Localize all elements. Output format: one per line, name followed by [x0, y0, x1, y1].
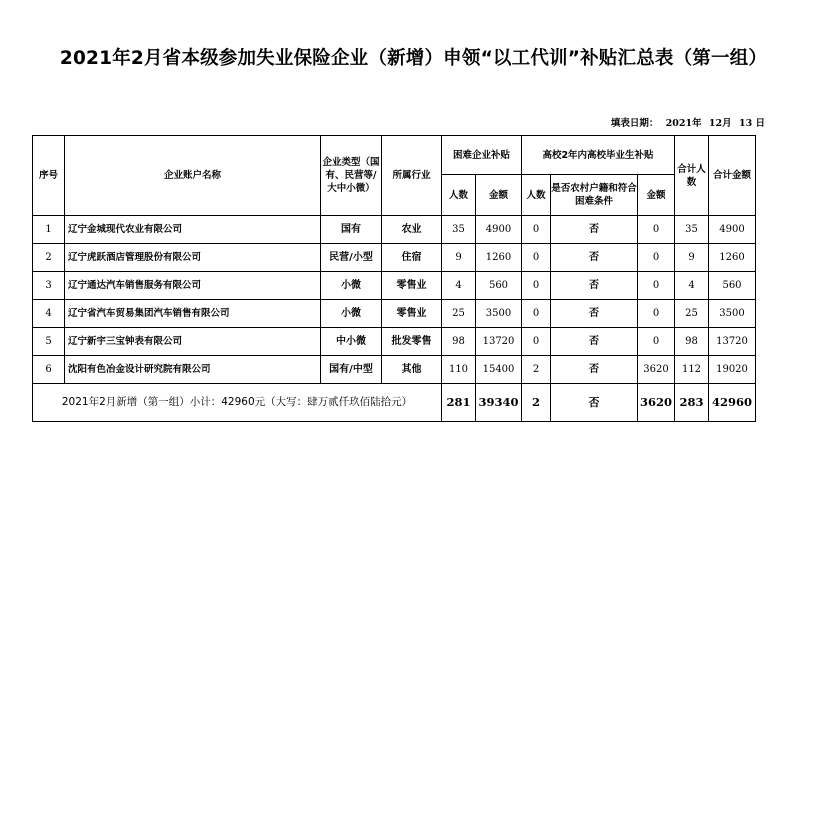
cell-d-persons: 35	[442, 216, 476, 244]
cell-industry: 其他	[382, 356, 442, 384]
total-rural: 否	[551, 384, 638, 422]
cell-g-amount: 0	[638, 328, 675, 356]
cell-name: 沈阳有色冶金设计研究院有限公司	[65, 356, 321, 384]
table-row	[33, 300, 756, 328]
table-row	[33, 244, 756, 272]
cell-g-persons: 0	[522, 328, 551, 356]
cell-g-amount: 0	[638, 244, 675, 272]
cell-g-persons: 0	[522, 244, 551, 272]
table-row	[33, 272, 756, 300]
cell-name: 辽宁虎跃酒店管理股份有限公司	[65, 244, 321, 272]
total-g-amount: 3620	[638, 384, 675, 422]
header-account-name: 企业账户名称	[65, 136, 321, 216]
cell-rural: 否	[551, 216, 638, 244]
header-total-persons: 合计人数	[675, 136, 709, 216]
cell-d-persons: 25	[442, 300, 476, 328]
cell-seq: 6	[33, 356, 65, 384]
cell-type: 国有/中型	[321, 356, 382, 384]
table-row	[33, 356, 756, 384]
cell-t-persons: 25	[675, 300, 709, 328]
header-graduate-subsidy: 高校2年内高校毕业生补贴	[522, 136, 675, 175]
cell-seq: 3	[33, 272, 65, 300]
header-g-amount: 金额	[638, 175, 675, 216]
cell-t-persons: 9	[675, 244, 709, 272]
cell-t-amount: 1260	[709, 244, 756, 272]
cell-type: 小微	[321, 272, 382, 300]
cell-g-persons: 0	[522, 272, 551, 300]
cell-d-amount: 4900	[476, 216, 522, 244]
total-g-persons: 2	[522, 384, 551, 422]
cell-seq: 5	[33, 328, 65, 356]
total-summary-label: 2021年2月新增（第一组）小计：42960元（大写：肆万贰仟玖佰陆拾元）	[33, 384, 442, 422]
header-industry: 所属行业	[382, 136, 442, 216]
cell-d-persons: 4	[442, 272, 476, 300]
total-t-persons: 283	[675, 384, 709, 422]
cell-rural: 否	[551, 356, 638, 384]
table-row	[33, 328, 756, 356]
cell-rural: 否	[551, 328, 638, 356]
cell-type: 小微	[321, 300, 382, 328]
cell-name: 辽宁省汽车贸易集团汽车销售有限公司	[65, 300, 321, 328]
header-seq: 序号	[33, 136, 65, 216]
cell-t-persons: 112	[675, 356, 709, 384]
fill-date-month: 12月	[708, 118, 732, 129]
cell-type: 国有	[321, 216, 382, 244]
cell-g-persons: 0	[522, 300, 551, 328]
cell-d-amount: 1260	[476, 244, 522, 272]
cell-d-persons: 9	[442, 244, 476, 272]
cell-industry: 农业	[382, 216, 442, 244]
header-difficult-subsidy: 困难企业补贴	[442, 136, 522, 175]
cell-type: 中小微	[321, 328, 382, 356]
fill-date-year: 2021年	[665, 118, 702, 129]
subsidy-summary-table	[32, 135, 756, 422]
cell-g-amount: 0	[638, 216, 675, 244]
cell-t-persons: 98	[675, 328, 709, 356]
header-d-persons: 人数	[442, 175, 476, 216]
cell-g-persons: 2	[522, 356, 551, 384]
cell-name: 辽宁金城现代农业有限公司	[65, 216, 321, 244]
fill-date	[607, 115, 765, 129]
cell-d-persons: 98	[442, 328, 476, 356]
cell-industry: 住宿	[382, 244, 442, 272]
cell-name: 辽宁新宇三宝钟表有限公司	[65, 328, 321, 356]
cell-seq: 4	[33, 300, 65, 328]
cell-t-amount: 13720	[709, 328, 756, 356]
cell-g-amount: 0	[638, 300, 675, 328]
fill-date-label: 填表日期：	[610, 118, 659, 129]
cell-industry: 批发零售	[382, 328, 442, 356]
cell-t-amount: 19020	[709, 356, 756, 384]
cell-t-amount: 3500	[709, 300, 756, 328]
cell-t-amount: 560	[709, 272, 756, 300]
cell-t-amount: 4900	[709, 216, 756, 244]
cell-rural: 否	[551, 244, 638, 272]
cell-t-persons: 4	[675, 272, 709, 300]
cell-d-amount: 13720	[476, 328, 522, 356]
cell-d-amount: 3500	[476, 300, 522, 328]
cell-type: 民营/小型	[321, 244, 382, 272]
cell-g-persons: 0	[522, 216, 551, 244]
header-g-persons: 人数	[522, 175, 551, 216]
cell-g-amount: 0	[638, 272, 675, 300]
header-d-amount: 金额	[476, 175, 522, 216]
header-rural: 是否农村户籍和符合困难条件	[551, 175, 638, 216]
cell-rural: 否	[551, 272, 638, 300]
cell-name: 辽宁通达汽车销售服务有限公司	[65, 272, 321, 300]
total-d-amount: 39340	[476, 384, 522, 422]
cell-g-amount: 3620	[638, 356, 675, 384]
cell-d-amount: 15400	[476, 356, 522, 384]
total-t-amount: 42960	[709, 384, 756, 422]
header-total-amount: 合计金额	[709, 136, 756, 216]
page-title: 2021年2月省本级参加失业保险企业（新增）申领“以工代训”补贴汇总表（第一组）	[59, 48, 768, 69]
cell-rural: 否	[551, 300, 638, 328]
cell-industry: 零售业	[382, 300, 442, 328]
cell-t-persons: 35	[675, 216, 709, 244]
table-row	[33, 216, 756, 244]
cell-d-amount: 560	[476, 272, 522, 300]
total-d-persons: 281	[442, 384, 476, 422]
cell-seq: 2	[33, 244, 65, 272]
cell-seq: 1	[33, 216, 65, 244]
cell-d-persons: 110	[442, 356, 476, 384]
header-enterprise-type: 企业类型（国有、民营等/大中小微）	[321, 136, 382, 216]
fill-date-day: 13 日	[738, 118, 765, 129]
cell-industry: 零售业	[382, 272, 442, 300]
total-row	[33, 384, 756, 422]
